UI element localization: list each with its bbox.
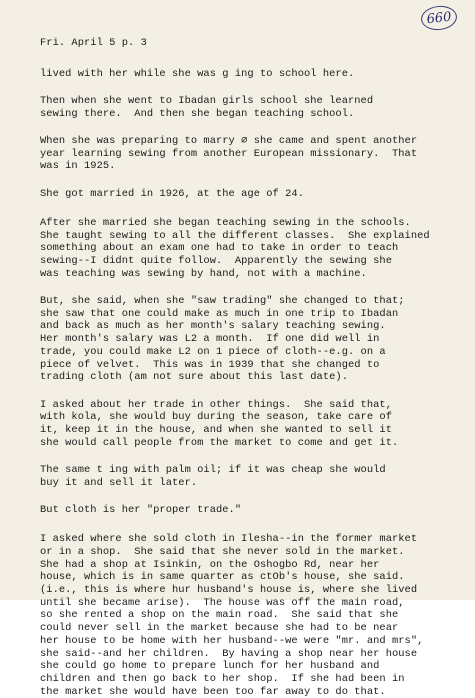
paragraph [40,464,461,489]
text-line: sewing there. And then she began teaching school. [40,107,355,120]
text-line: it, keep it in the house, and when she wanted to sell it [40,423,392,436]
text-line: with kola, she would buy during the season, take care of [40,411,392,424]
text-line: piece of velvet. This was in 1939 that she changed to [40,358,380,371]
text-line: or in a shop. She said that she never sold in the market. [40,546,405,558]
text-line: Then when she went to Ibadan girls school she learned [40,94,374,107]
text-line: buy it and sell it later. [40,476,198,489]
text-line: She taught sewing to all the different classes. She explained [40,229,430,242]
paragraph [40,295,461,384]
text-line: she saw that one could make as much in one trip to Ibadan [40,307,399,320]
paragraph [40,188,461,201]
paragraph [40,68,461,81]
text-line: she would call people from the market to come and get it. [40,436,399,449]
text-line: was in 1925. [40,160,116,173]
text-line: trading cloth (am not sure about this last date). [40,371,348,384]
paragraph [40,399,461,450]
page-header: Fri. April 5 p. 3 [40,37,147,49]
text-line: I asked about her trade in other things. She said that, [40,398,392,411]
text-line: lived with her while she was g ing to school here. [40,67,355,80]
text-line: children and then go back to her shop. If she had been in [40,672,405,685]
text-line: so she rented a shop on the main road. She said that she [40,609,399,622]
text-line: But cloth is her "proper trade." [40,503,242,516]
text-line: until she became arise). The house was off the main road, [40,596,405,609]
text-line: She got married in 1926, at the age of 24. [40,187,304,200]
paragraph [40,504,461,517]
paragraph [40,217,461,280]
text-line: year learning sewing from another European missionary. That [40,147,418,160]
text-line: I asked where she sold cloth in Ilesha--in the former market [40,533,418,546]
text-line: she said--and her children. By having a shop near her house [40,647,418,660]
text-line: After she married she began teaching sewing in the schools. [40,217,411,230]
handwritten-page-number: 660 [420,4,458,32]
paragraph [40,135,461,173]
paragraph [40,533,461,698]
text-line: She had a shop at Isinkin, on the Oshogbo Rd, near her [40,558,380,571]
text-line: Her month's salary was L2 a month. If one did well in [40,333,380,346]
typed-text-body [40,37,461,698]
text-line: house, which is in same quarter as ctOb's house, she said. [40,571,405,584]
text-line: her house to be home with her husband--we were "mr. and mrs", [40,634,424,647]
text-line: she could go home to prepare lunch for her husband and [40,660,380,673]
text-line: trade, you could make L2 on 1 piece of cloth--e.g. on a [40,345,386,358]
paragraph [40,95,461,120]
text-line: and back as much as her month's salary teaching sewing. [40,320,386,333]
text-line: (i.e., this is where hur husband's house is, where she lived [40,584,418,597]
text-line: could never sell in the market because she had to be near [40,622,399,635]
text-line: When she was preparing to marry ∅ she came and spent another [40,134,418,147]
text-line: was teaching was sewing by hand, not with a machine. [40,267,367,280]
text-line: But, she said, when she "saw trading" she changed to that; [40,295,405,308]
text-line: The same t ing with palm oil; if it was cheap she would [40,463,386,476]
text-line: something about an exam one had to take in order to teach [40,242,399,255]
text-line: sewing--I didnt quite follow. Apparently the sewing she [40,255,392,268]
text-line: the market she would have been too far away to do that. [40,685,386,698]
